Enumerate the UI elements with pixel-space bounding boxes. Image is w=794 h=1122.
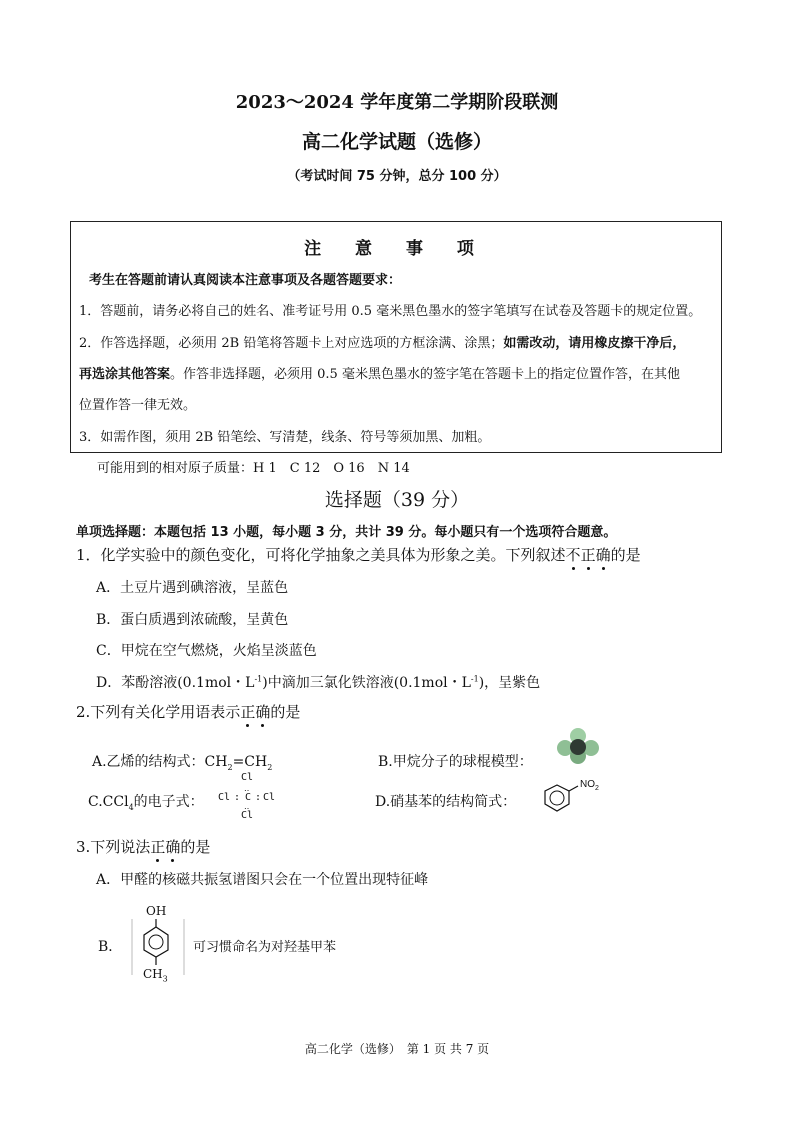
q3-option-b-text: 可习惯命名为对羟基甲苯 <box>193 940 337 955</box>
q1-option-a: A．土豆片遇到碘溶液，呈蓝色 <box>96 580 289 596</box>
notice-item-2-end: 位置作答一律无效。 <box>79 398 197 413</box>
notice-title: 注 意 事 项 <box>304 239 488 259</box>
q1-option-d: D．苯酚溶液(0.1mol・$L^{-1}$)中滴加三氯化铁溶液(0.1mol・$L^{-1}$)，呈紫色 <box>96 674 541 691</box>
notice-item-2-cont: 再选涂其他答案。作答非选择题，必须用 0.5 毫米黑色墨水的签字笔在答题卡上的指定位置作答，在其他 <box>79 367 680 382</box>
cl-right: Cl <box>263 792 276 803</box>
cl-top: Cl <box>241 772 254 783</box>
q3-option-b-label: B． <box>98 939 123 955</box>
section-instruction: 单项选择题：本题包括 13 小题，每小题 3 分，共计 39 分。每小题只有一个选项符合题意。 <box>76 525 617 540</box>
ccl4-electron-formula: Cl Cl : C ‥ ‥ : Cl Cl <box>218 772 276 821</box>
notice-intro: 考生在答题前请认真阅读本注意事项及各题答题要求： <box>89 273 402 288</box>
methane-ball-stick-model <box>556 727 600 765</box>
q1-stem: 1．化学实验中的颜色变化，可将化学抽象之美具体为形象之美。下列叙述不正确的是 <box>76 546 641 564</box>
carbon-ball <box>570 739 586 755</box>
q3-stem: 3.下列说法正确的是 <box>76 838 211 856</box>
q2-option-a: A.乙烯的结构式：$CH_2=CH_2$ <box>92 754 273 772</box>
q3-option-a: A．甲醛的核磁共振氢谱图只会在一个位置出现特征峰 <box>96 872 429 888</box>
q1-option-c: C．甲烷在空气燃烧，火焰呈淡蓝色 <box>96 643 317 659</box>
q2-option-b: B.甲烷分子的球棍模型： <box>378 754 533 770</box>
exam-title: 2023～2024 学年度第二学期阶段联测 <box>235 92 559 113</box>
q2-stem: 2.下列有关化学用语表示正确的是 <box>76 703 301 721</box>
hydroxyl-label: OH <box>146 904 167 918</box>
exam-time-note: （考试时间 75 分钟，总分 100 分） <box>287 169 507 184</box>
q2-option-c: C.CCl$_4$的电子式： <box>88 794 204 812</box>
page-footer: 高二化学（选修） 第 1 页 共 7 页 <box>304 1042 490 1056</box>
carbon-atom: C <box>245 792 252 803</box>
notice-box <box>70 221 722 453</box>
cl-bottom: Cl <box>241 810 254 821</box>
cl-left: Cl <box>218 792 231 803</box>
notice-item-2: 2．作答选择题，必须用 2B 铅笔将答题卡上对应选项的方框涂满、涂黑；如需改动，请用橡皮擦干净后， <box>79 336 686 351</box>
q1-option-b: B．蛋白质遇到浓硫酸，呈黄色 <box>96 612 289 628</box>
methyl-label: $CH_3$ <box>143 967 168 984</box>
exam-subtitle: 高二化学试题（选修） <box>301 131 492 153</box>
notice-item-3: 3．如需作图，须用 2B 铅笔绘、写清楚，线条、符号等须加黑、加粗。 <box>79 430 491 445</box>
notice-item-1: 1．答题前，请务必将自己的姓名、准考证号用 0.5 毫米黑色墨水的签字笔填写在试卷及答题卡的规定位置。 <box>79 304 702 319</box>
q2-option-d: D.硝基苯的结构简式： <box>375 794 517 810</box>
atomic-masses: 可能用到的相对原子质量：H 1 C 12 O 16 N 14 <box>97 461 410 476</box>
section-title: 选择题（39 分） <box>324 489 470 511</box>
nitro-group-label: $NO_2$ <box>580 779 599 792</box>
